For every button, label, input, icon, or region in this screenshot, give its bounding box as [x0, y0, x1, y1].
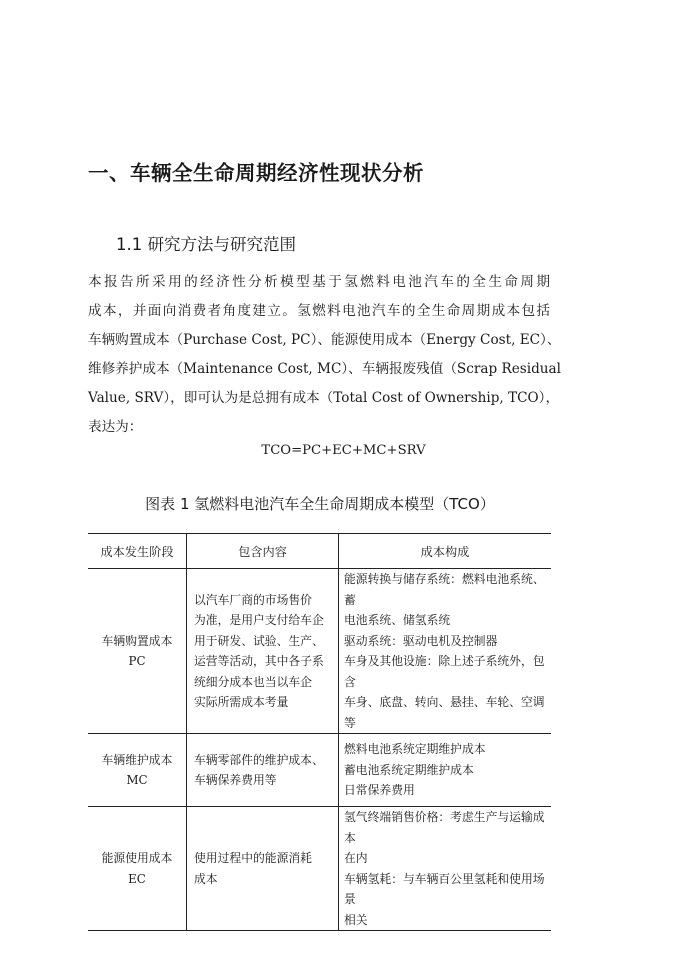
content-line: 以汽车厂商的市场售价 [194, 592, 312, 607]
stage-cell [88, 807, 187, 931]
column-header-stage: 成本发生阶段 [88, 534, 187, 569]
table-row [88, 807, 551, 931]
content-line: 统细分成本也当以车企 [194, 674, 312, 689]
content-line: 成本 [194, 871, 218, 886]
stage-cell [88, 569, 187, 734]
content-cell [187, 807, 339, 931]
composition-cell [339, 734, 552, 807]
subsection-heading: 1.1 研究方法与研究范围 [116, 235, 296, 254]
stage-name: 车辆购置成本 [101, 633, 173, 648]
paragraph-line: 车辆购置成本（Purchase Cost, PC）、能源使用成本（Energy Cost, EC）、 [88, 332, 561, 348]
content-line: 车辆零部件的维护成本、 [194, 752, 324, 767]
table-row [88, 734, 551, 807]
composition-line: 相关 [344, 912, 368, 927]
content-cell [187, 569, 339, 734]
composition-line: 能源转换与储存系统：燃料电池系统、蓄 [344, 572, 545, 607]
paragraph-line: 维修养护成本（Maintenance Cost, MC）、车辆报废残值（Scrap Residual [88, 361, 561, 377]
tco-table [88, 533, 551, 931]
composition-line: 车身及其他设施：除上述子系统外，包含 [344, 654, 545, 689]
composition-cell [339, 807, 552, 931]
paragraph-line: 成本，并面向消费者角度建立。氢燃料电池汽车的全生命周期成本包括 [88, 303, 550, 319]
composition-line: 车身、底盘、转向、悬挂、车轮、空调等 [344, 695, 545, 730]
paragraph-line: 本报告所采用的经济性分析模型基于氢燃料电池汽车的全生命周期 [88, 274, 550, 290]
tco-formula: TCO=PC+EC+MC+SRV [261, 443, 426, 458]
content-line: 使用过程中的能源消耗 [194, 851, 312, 865]
stage-name: 车辆维护成本 [101, 752, 173, 767]
content-line: 为准，是用户支付给车企 [194, 613, 324, 627]
paragraph-line: Value, SRV），即可认为是总拥有成本（Total Cost of Ownership, TCO）， [88, 390, 560, 406]
section-heading: 一、车辆全生命周期经济性现状分析 [88, 161, 424, 185]
content-line: 运营等活动，其中各子系 [194, 654, 324, 668]
content-cell [187, 734, 339, 807]
composition-line: 电池系统、储氢系统 [344, 613, 451, 627]
composition-cell [339, 569, 552, 734]
stage-code: MC [126, 773, 148, 787]
content-line: 实际所需成本考量 [194, 695, 289, 709]
column-header-content: 包含内容 [187, 534, 339, 569]
composition-line: 车辆氢耗：与车辆百公里氢耗和使用场景 [344, 871, 545, 906]
stage-code: EC [128, 871, 146, 886]
stage-code: PC [128, 654, 146, 668]
content-line: 车辆保养费用等 [194, 773, 277, 787]
composition-line: 氢气终端销售价格：考虑生产与运输成本 [344, 810, 545, 845]
stage-name: 能源使用成本 [101, 851, 173, 865]
table-caption: 图表 1 氢燃料电池汽车全生命周期成本模型（TCO） [145, 495, 495, 513]
composition-line: 燃料电池系统定期维护成本 [344, 742, 486, 757]
table-header-row [88, 534, 551, 569]
composition-line: 在内 [344, 851, 368, 865]
stage-cell [88, 734, 187, 807]
column-header-composition: 成本构成 [339, 534, 552, 569]
composition-line: 驱动系统：驱动电机及控制器 [344, 633, 498, 648]
composition-line: 日常保养费用 [344, 783, 415, 798]
paragraph-line: 表达为： [88, 419, 143, 435]
content-line: 用于研发、试验、生产、 [194, 633, 324, 648]
table-row [88, 569, 551, 734]
composition-line: 蓄电池系统定期维护成本 [344, 762, 474, 777]
